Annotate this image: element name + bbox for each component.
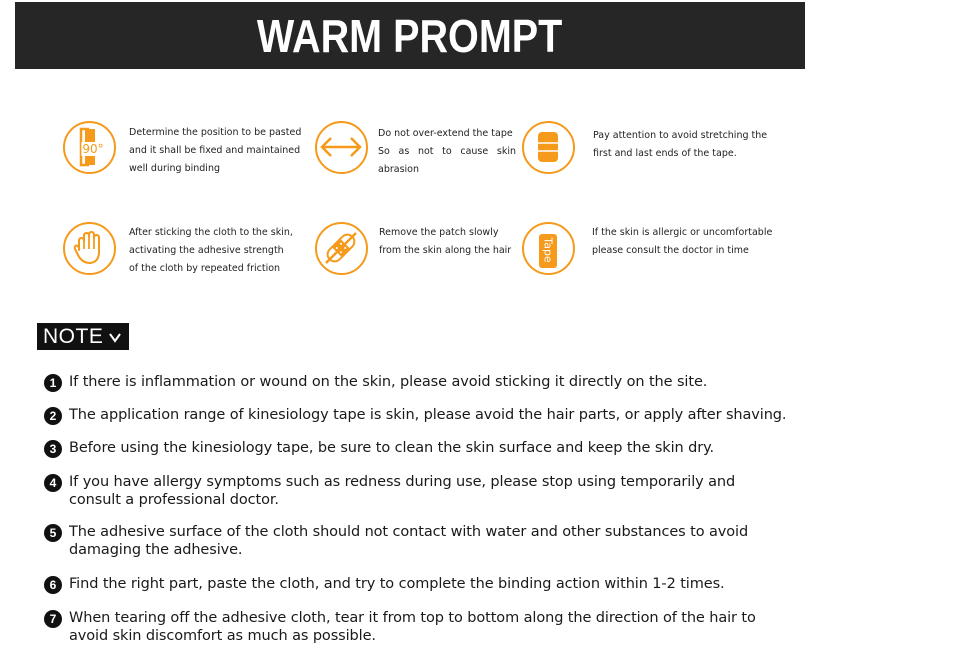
tape-roll-icon (522, 121, 575, 174)
note-text: If you have allergy symptoms such as redness during use, please stop using temporarily and consult a professional doctor. (69, 474, 736, 508)
tip-line: of the cloth by repeated friction (129, 263, 281, 274)
tape-label-icon (522, 222, 575, 275)
angle-label: 90° (82, 142, 104, 156)
tip-line: please consult the doctor in time (592, 245, 749, 256)
number-badge: 4 (44, 474, 62, 492)
note-text: The application range of kinesiology tape is skin, please avoid the hair parts, or apply after shaving. (69, 407, 787, 423)
note-label: NOTE (43, 324, 104, 348)
note-text: The adhesive surface of the cloth should not contact with water and other substances to avoid damaging the adhesive. (69, 524, 749, 558)
tape-label: Tape (541, 237, 555, 263)
note-heading (37, 323, 129, 350)
tip-line: from the skin along the hair (379, 245, 512, 256)
page-title: WARM PROMPT (257, 9, 563, 62)
angle-90-icon (63, 121, 116, 174)
number-badge: 3 (44, 440, 62, 458)
no-bandage-icon (315, 222, 368, 275)
note-text: Find the right part, paste the cloth, and try to complete the binding action within 1-2 times. (69, 576, 725, 592)
number-badge: 6 (44, 576, 62, 594)
tip-line: and it shall be fixed and maintained (129, 145, 301, 156)
chevron-down-icon (109, 331, 121, 343)
tip-line: Do not over-extend the tape (378, 128, 513, 139)
tip-line: first and last ends of the tape. (593, 148, 737, 159)
hand-icon (63, 222, 116, 275)
note-text: When tearing off the adhesive cloth, tear it from top to bottom along the direction of the hair to avoid skin discomfort as much as possible. (69, 610, 756, 644)
number-badge: 1 (44, 374, 62, 392)
tip-line: abrasion (378, 164, 420, 175)
tip-line: After sticking the cloth to the skin, (129, 227, 293, 238)
tip-line: If the skin is allergic or uncomfortable (592, 227, 773, 238)
tip-line: activating the adhesive strength (129, 245, 284, 256)
tip-line: Remove the patch slowly (379, 227, 499, 238)
number-badge: 2 (44, 407, 62, 425)
tip-line: well during binding (129, 163, 220, 174)
tip-line: Pay attention to avoid stretching the (593, 130, 768, 141)
title-banner (15, 2, 805, 69)
note-text: If there is inflammation or wound on the skin, please avoid sticking it directly on the site. (69, 374, 708, 390)
number-badge: 5 (44, 524, 62, 542)
tip-line: So as not to cause skin (378, 146, 516, 157)
tip-line: Determine the position to be pasted (129, 127, 302, 138)
note-text: Before using the kinesiology tape, be sure to clean the skin surface and keep the skin dry. (69, 440, 715, 456)
double-arrow-icon (315, 121, 368, 174)
number-badge: 7 (44, 610, 62, 628)
